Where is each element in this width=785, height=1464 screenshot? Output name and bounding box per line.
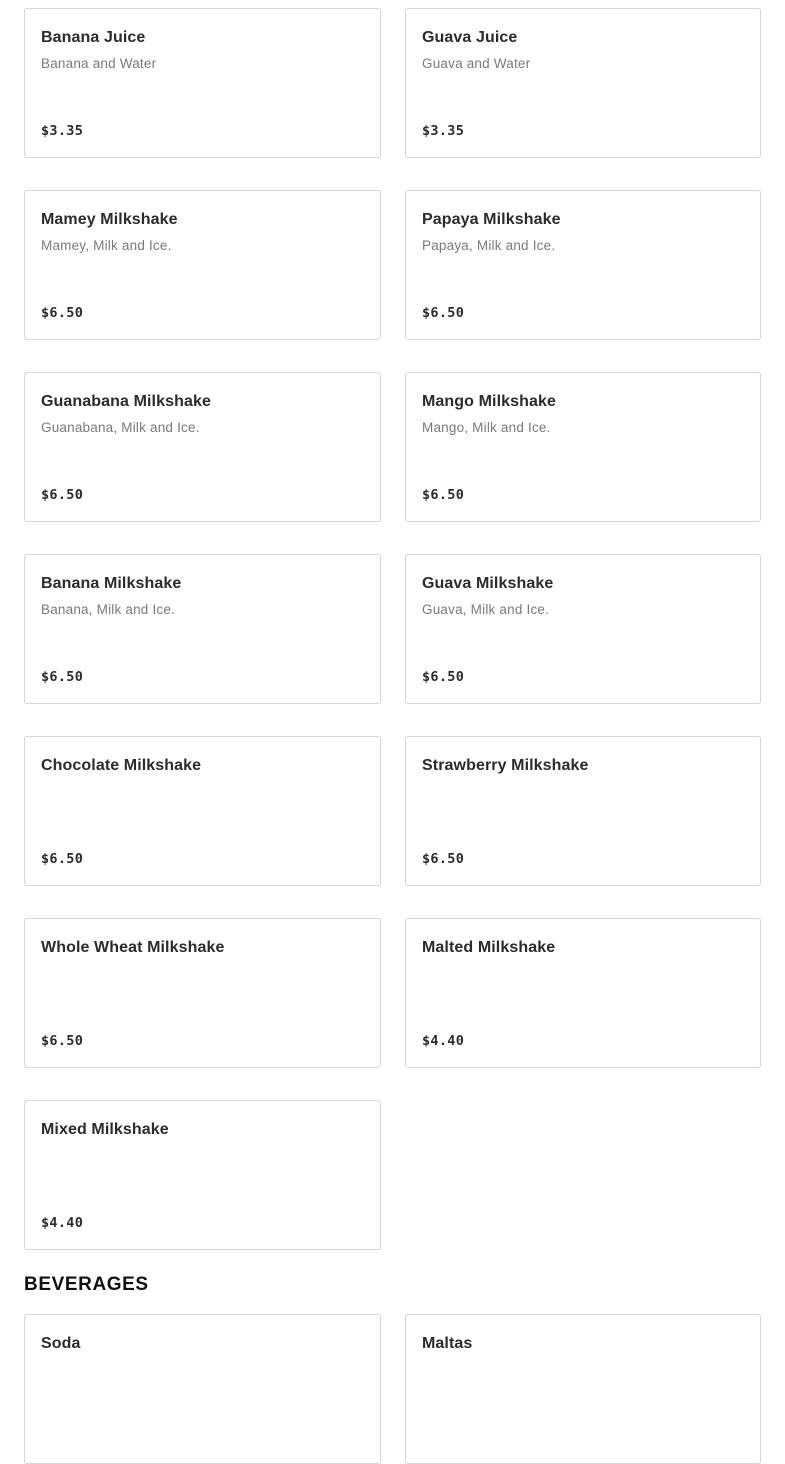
item-name: Guava Juice	[422, 29, 518, 46]
item-description: Banana and Water	[41, 56, 157, 71]
item-price: $6.50	[41, 1033, 84, 1049]
item-price: $6.50	[422, 669, 465, 685]
beverages-item-grid	[24, 1314, 761, 1464]
item-name: Whole Wheat Milkshake	[41, 939, 225, 956]
item-price: $4.40	[422, 1033, 465, 1049]
item-price: $3.35	[422, 123, 465, 139]
menu-item-card[interactable]	[24, 736, 381, 886]
item-price: $3.35	[41, 123, 84, 139]
item-price: $6.50	[41, 305, 84, 321]
menu-item-card[interactable]	[24, 190, 381, 340]
menu-item-card[interactable]	[405, 554, 761, 704]
item-price: $6.50	[422, 487, 465, 503]
item-name: Mixed Milkshake	[41, 1121, 169, 1138]
item-price: $6.50	[422, 305, 465, 321]
item-name: Banana Milkshake	[41, 575, 182, 592]
menu-item-card[interactable]	[24, 1314, 381, 1464]
menu-item-card[interactable]	[405, 372, 761, 522]
item-name: Mamey Milkshake	[41, 211, 178, 228]
item-price: $6.50	[422, 851, 465, 867]
beverages-section-title: BEVERAGES	[24, 1274, 149, 1295]
menu-item-grid	[24, 8, 761, 1250]
item-price: $6.50	[41, 487, 84, 503]
menu-item-card[interactable]	[24, 1100, 381, 1250]
item-name: Chocolate Milkshake	[41, 757, 202, 774]
item-description: Guava, Milk and Ice.	[422, 602, 550, 617]
item-name: Banana Juice	[41, 29, 146, 46]
item-description: Mamey, Milk and Ice.	[41, 238, 172, 253]
menu-item-card[interactable]	[405, 190, 761, 340]
item-name: Malted Milkshake	[422, 939, 556, 956]
item-name: Guanabana Milkshake	[41, 393, 211, 410]
menu-item-card[interactable]	[405, 918, 761, 1068]
item-name: Guava Milkshake	[422, 575, 554, 592]
item-description: Mango, Milk and Ice.	[422, 420, 551, 435]
menu-item-card[interactable]	[24, 8, 381, 158]
menu-item-card[interactable]	[24, 554, 381, 704]
item-price: $4.40	[41, 1215, 84, 1231]
item-name: Soda	[41, 1335, 81, 1352]
item-name: Mango Milkshake	[422, 393, 556, 410]
menu-item-card[interactable]	[24, 372, 381, 522]
item-description: Guava and Water	[422, 56, 531, 71]
item-description: Papaya, Milk and Ice.	[422, 238, 556, 253]
item-name: Papaya Milkshake	[422, 211, 561, 228]
menu-item-card[interactable]	[24, 918, 381, 1068]
item-price: $6.50	[41, 851, 84, 867]
item-price: $6.50	[41, 669, 84, 685]
item-name: Strawberry Milkshake	[422, 757, 589, 774]
menu-item-card[interactable]	[405, 8, 761, 158]
item-name: Maltas	[422, 1335, 473, 1352]
menu-item-card[interactable]	[405, 736, 761, 886]
item-description: Guanabana, Milk and Ice.	[41, 420, 200, 435]
menu-item-card[interactable]	[405, 1314, 761, 1464]
item-description: Banana, Milk and Ice.	[41, 602, 176, 617]
